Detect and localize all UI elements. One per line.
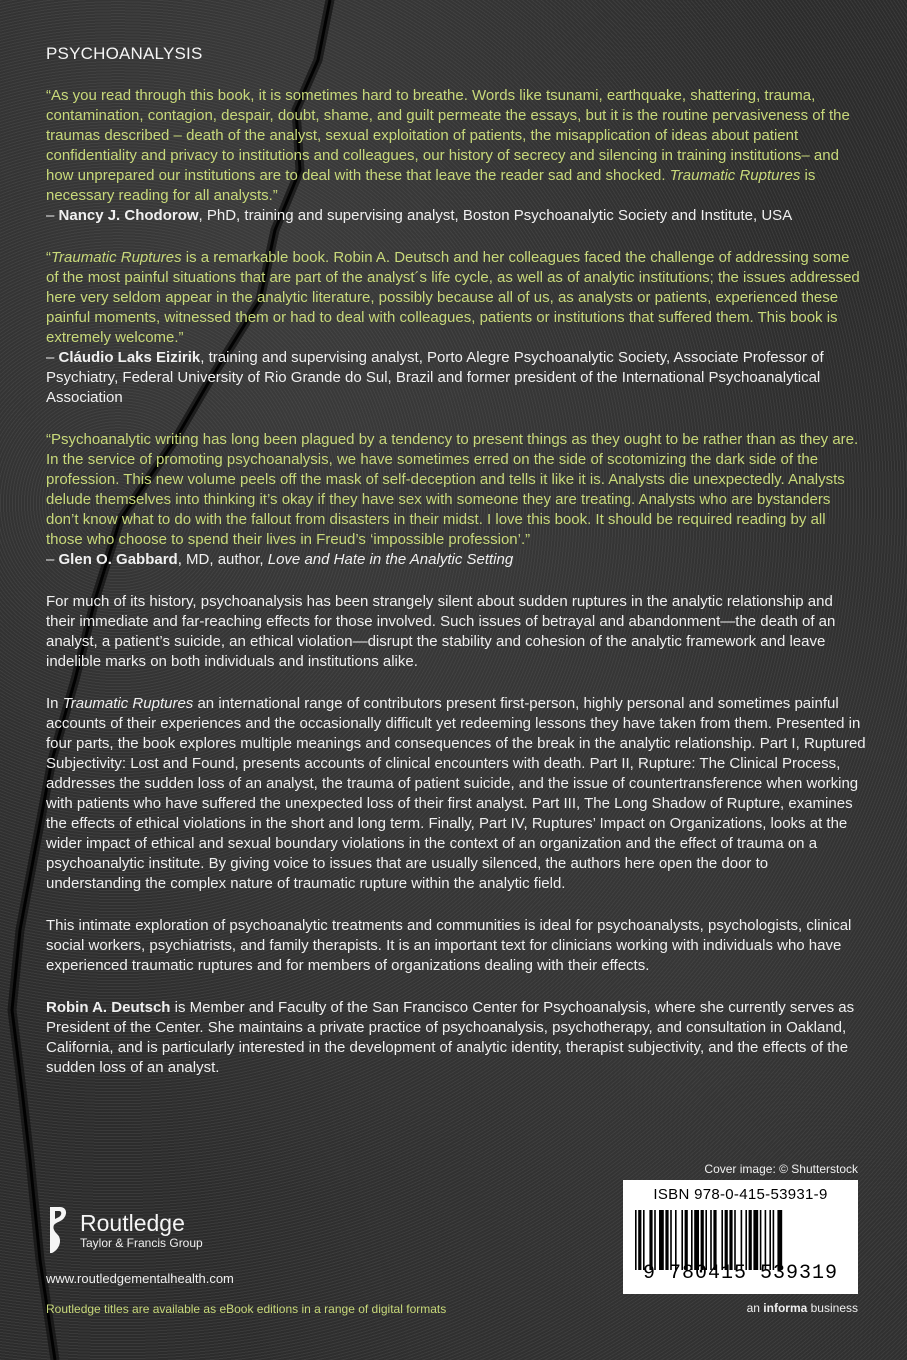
barcode-bar xyxy=(745,1210,747,1270)
publisher-group: Taylor & Francis Group xyxy=(80,1236,203,1250)
description-paragraph-3: This intimate exploration of psychoanalytic treatments and communities is ideal for psychoanalysts, psychologists, clinical social workers, psychiatrists, and family therapists. It is an important text for clinicians working with individuals who have experienced traumatic ruptures and for members of organizations dealing with their effects. xyxy=(46,917,852,974)
barcode-bar xyxy=(681,1210,683,1270)
barcode-bar xyxy=(691,1210,693,1270)
barcode-bar xyxy=(777,1210,782,1270)
barcode-bar xyxy=(685,1210,688,1270)
category-label: PSYCHOANALYSIS xyxy=(46,44,203,63)
barcode-bar xyxy=(769,1210,771,1270)
barcode-bar xyxy=(635,1210,637,1270)
endorser-name: Cláudio Laks Eizirik xyxy=(58,349,201,366)
publisher-block xyxy=(46,1205,446,1316)
back-cover-text xyxy=(46,44,866,1100)
author-bio: Robin A. Deutsch is Member and Faculty of the San Francisco Center for Psychoanalysis, where she currently serves as President of the Center. She maintains a private practice of psychoanalysis, psychotherapy, and consultation in Oakland, California, and is particularly interested in the development of analytic identity, therapist subjectivity, and the effects of the sudden loss of an analyst. xyxy=(46,999,855,1076)
endorsement-3 xyxy=(46,430,866,570)
barcode-digits: 9 780415 539319 xyxy=(642,1262,839,1285)
endorsement-quote: “Psychoanalytic writing has long been plagued by a tendency to present things as they ought to be rather than as they are. In the service of promoting psychoanalysis, we have sometimes erred on the side of scotomizing the dark side of the profession. This new volume peels off the mask of self-deception and tells it like it is. Analysts die unexpectedly. Analysts delude themselves into thinking it’s okay if they have sex with someone they are treating. Analysts who are bystanders don’t know what to do with the fallout from disasters in their midst. I love this book. It should be required reading by all those who choose to spend their lives in Freud’s ‘impossible profession’.” xyxy=(46,431,859,548)
barcode-bar xyxy=(701,1210,704,1270)
barcode-bar xyxy=(729,1210,732,1270)
publisher-name-block xyxy=(80,1210,203,1250)
barcode-bar xyxy=(665,1210,668,1270)
barcode-bar xyxy=(649,1210,652,1270)
barcode-bar xyxy=(725,1210,728,1270)
barcode-bar xyxy=(670,1210,672,1270)
informa-business-label: an informa business xyxy=(746,1301,858,1315)
description-paragraph-1: For much of its history, psychoanalysis has been strangely silent about sudden ruptures in the analytic relationship and their immediate and far-reaching effects for those involved. Such issues of betrayal and abandonment—the death of an analyst, a patient’s suicide, an ethical violation—disrupt the stability and cohesion of the analytic framework and leave indelible marks on both individuals and institutions alike. xyxy=(46,593,836,670)
endorsement-quote: “As you read through this book, it is sometimes hard to breathe. Words like tsunami, earthquake, shattering, trauma, contamination, contagion, despair, doubt, shame, and guilt permeate the essays, but it is the routine pervasiveness of the traumas described – death of the analyst, sexual exploitation of patients, the misapplication of ideas about patient confidentiality and privacy to institutions and colleagues, our history of secrecy and silencing in training institutions– and how unprepared our institutions are to deal with these that leave the reader sad and shocked. Traumatic Ruptures is necessary reading for all analysts.” xyxy=(46,87,850,204)
endorsement-quote: “Traumatic Ruptures is a remarkable book. Robin A. Deutsch and her colleagues faced the challenge of addressing some of the most painful situations that are part of the analyst´s life cycle, as well as of analytic institutions; the issues addressed here very seldom appear in the analytic literature, possibly because all of us, as analysts or patients, experienced these painful moments, witnessed them or had to deal with colleagues, patients or institutions that suffered them. This book is extremely welcome.” xyxy=(46,249,860,346)
barcode-icon xyxy=(635,1210,847,1270)
endorsement-2 xyxy=(46,248,866,408)
routledge-logo-icon xyxy=(46,1205,70,1255)
barcode-bar xyxy=(710,1210,712,1270)
endorsement-attribution: – Cláudio Laks Eizirik, training and supervising analyst, Porto Alegre Psychoanalytic Society, Associate Professor of Psychiatry, Federal University of Rio Grande do Sul, Brazil and former president of the International Psychoanalytical Association xyxy=(46,349,824,406)
isbn-number: ISBN 978-0-415-53931-9 xyxy=(653,1186,828,1203)
barcode-bar xyxy=(760,1210,762,1270)
barcode-bar xyxy=(705,1210,707,1270)
endorsement-attribution: – Glen O. Gabbard, MD, author, Love and Hate in the Analytic Setting xyxy=(46,551,514,568)
book-title: Traumatic Ruptures xyxy=(62,695,194,712)
barcode-bar xyxy=(734,1210,736,1270)
author-name: Robin A. Deutsch xyxy=(46,999,171,1016)
barcode-bar xyxy=(765,1210,767,1270)
barcode-bar xyxy=(675,1210,677,1270)
barcode-bar xyxy=(773,1210,775,1270)
ebook-note: Routledge titles are available as eBook editions in a range of digital formats xyxy=(46,1302,447,1316)
barcode-bar xyxy=(659,1210,664,1270)
barcode-bar xyxy=(638,1210,641,1270)
endorsement-attribution: – Nancy J. Chodorow, PhD, training and supervising analyst, Boston Psychoanalytic Society and Institute, USA xyxy=(46,207,793,224)
publisher-name: Routledge xyxy=(80,1210,185,1236)
isbn-barcode xyxy=(623,1180,858,1294)
publisher-logo xyxy=(46,1205,446,1255)
endorsement-1 xyxy=(46,86,866,226)
publisher-website: www.routledgementalhealth.com xyxy=(46,1271,234,1286)
endorser-name: Glen O. Gabbard xyxy=(58,551,178,568)
cover-image-credit: Cover image: © Shutterstock xyxy=(704,1162,858,1176)
barcode-bar xyxy=(749,1210,752,1270)
barcode-bar xyxy=(713,1210,716,1270)
barcode-bar xyxy=(694,1210,699,1270)
barcode-bar xyxy=(654,1210,656,1270)
barcode-bar xyxy=(753,1210,758,1270)
barcode-bar xyxy=(741,1210,743,1270)
barcode-bar xyxy=(643,1210,645,1270)
barcode-bar xyxy=(721,1210,723,1270)
endorser-book-title: Love and Hate in the Analytic Setting xyxy=(267,551,514,568)
description-paragraph-2: In Traumatic Ruptures an international range of contributors present first-person, highly personal and sometimes painful accounts of their experiences and the occasionally difficult yet redeeming lessons they have taken from them. Presented in four parts, the book explores multiple meanings and consequences of the break in the analytic relationship. Part I, Ruptured Subjectivity: Lost and Found, presents accounts of clinical encounters with death. Part II, Rupture: The Clinical Process, addresses the sudden loss of an analyst, the trauma of patient suicide, and the issue of countertransference when working with patients who have suffered the unexpected loss of their first analyst. Part III, The Long Shadow of Rupture, examines the effects of ethical violations in the short and long term. Finally, Part IV, Ruptures’ Impact on Organizations, looks at the wider impact of ethical and sexual boundary violations in the context of an organization and the effect of trauma on a psychoanalytic institute. By giving voice to issues that are usually silenced, the authors here open the door to understanding the complex nature of traumatic rupture within the analytic field. xyxy=(46,695,866,892)
endorser-name: Nancy J. Chodorow xyxy=(58,207,199,224)
